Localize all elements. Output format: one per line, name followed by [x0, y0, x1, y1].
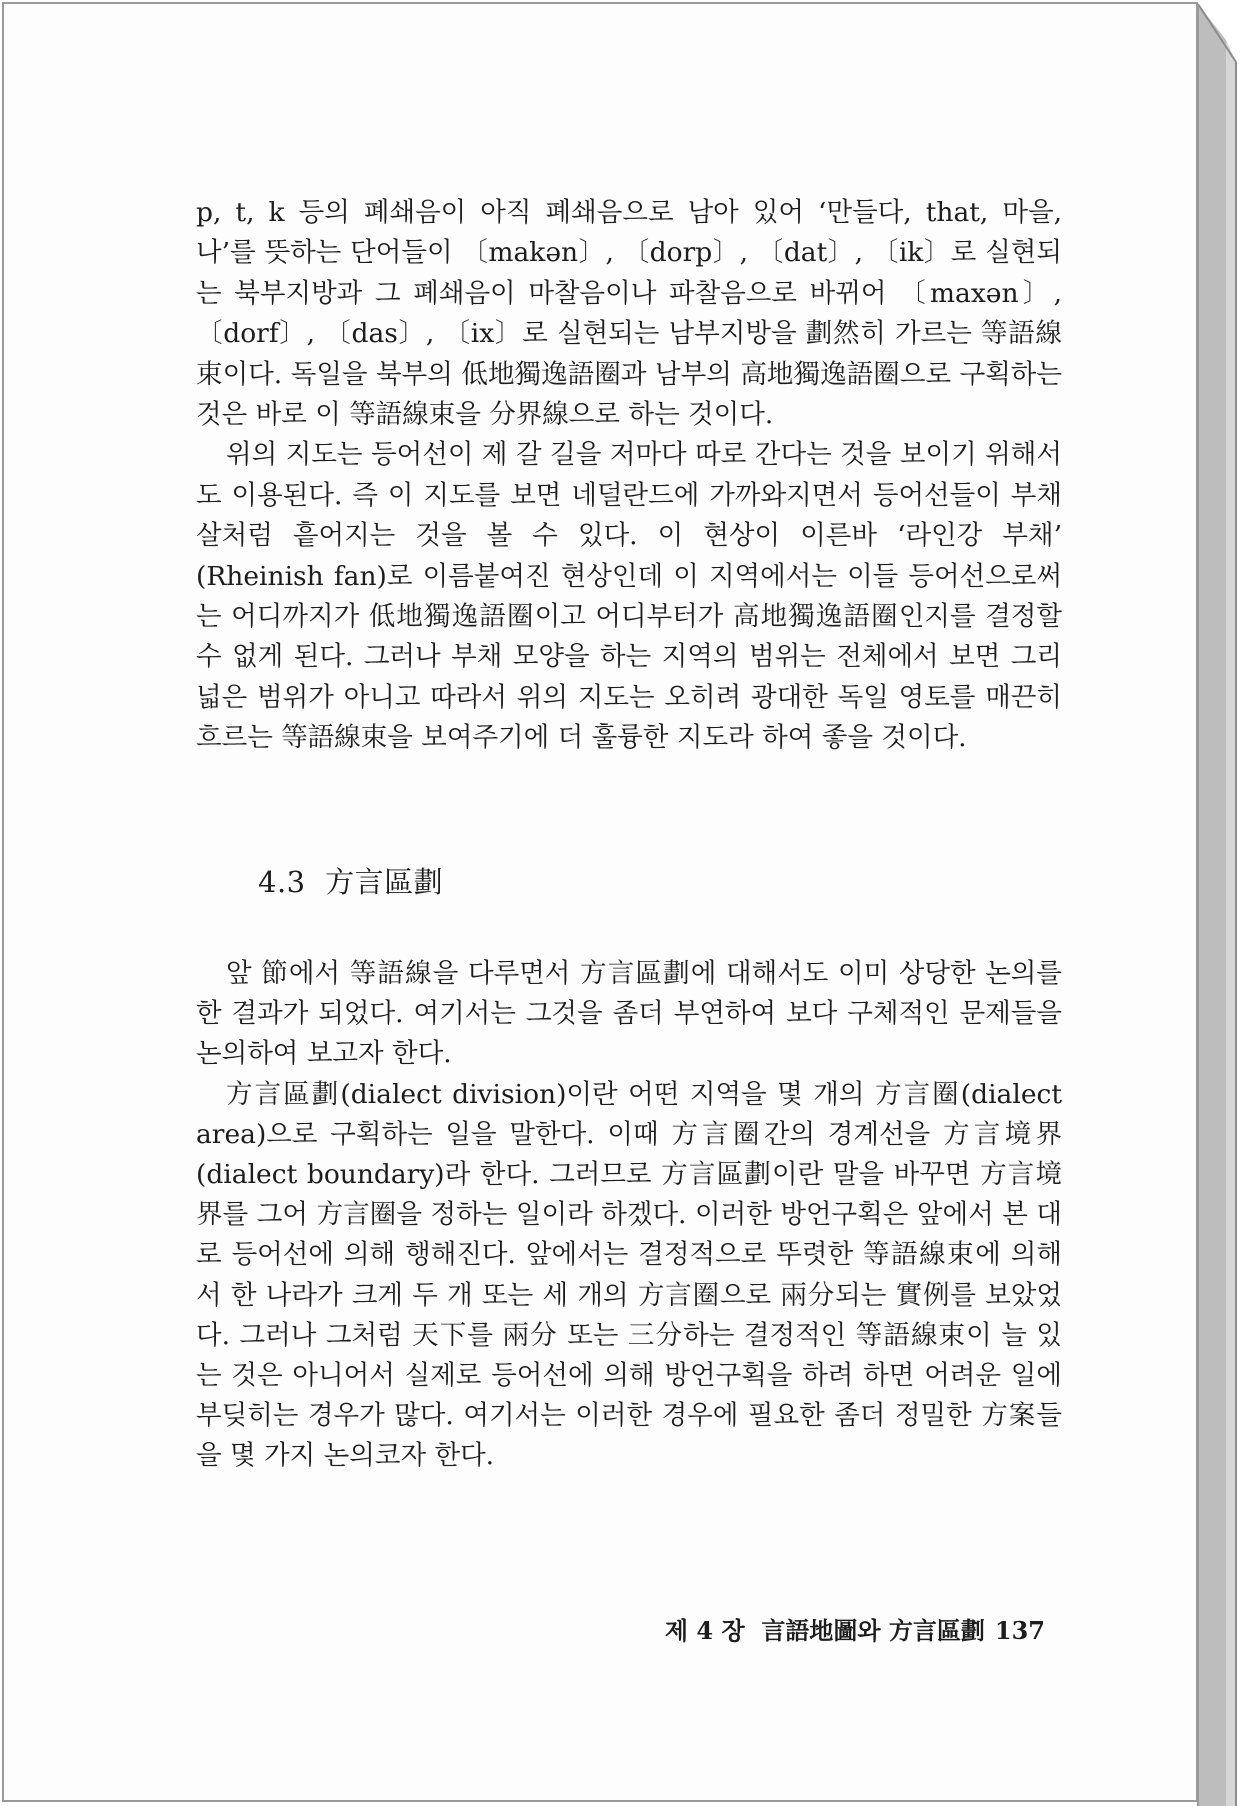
top-text-block [196, 193, 1062, 759]
paragraph-3: 앞 節에서 等語線을 다루면서 方言區劃에 대해서도 이미 상당한 논의를 한 결과가 되었다. 여기서는 그것을 좀더 부연하여 보다 구체적인 문제들을 논의하여 보고자 한다. [196, 958, 1062, 1070]
paragraph-2: 위의 지도는 등어선이 제 갈 길을 저마다 따로 간다는 것을 보이기 위해서도 이용된다. 즉 이 지도를 보면 네덜란드에 가까와지면서 등어선들이 부채살처럼 흩어지는 것을 볼 수 있다. 이 현상이 이른바 ‘라인강 부채’ (Rheinish fan)로 이름붙여진 현상인데 이 지역에서는 이들 등어선으로써는 어디까지가 低地獨逸語圈이고 어디부터가 高地獨逸語圈인지를 결정할 수 없게 된다. 그러나 부채 모양을 하는 지역의 범위는 전체에서 보면 그리 넓은 범위가 아니고 따라서 위의 지도는 오히려 광대한 독일 영토를 매끈히 흐르는 等語線束을 보여주기에 더 훌륭한 지도라 하여 좋을 것이다. [196, 439, 1062, 754]
section-number: 4.3 [258, 865, 306, 899]
paragraph-1: p, t, k 등의 폐쇄음이 아직 폐쇄음으로 남아 있어 ‘만들다, that, 마을, 나’를 뜻하는 단어들이 〔makən〕, 〔dorp〕, 〔dat〕, 〔ik〕로 실현되는 북부지방과 그 폐쇄음이 마찰음이나 파찰음으로 바뀌어 〔maxən〕, 〔dorf〕, 〔das〕, 〔ix〕로 실현되는 남부지방을 劃然히 가르는 等語線束이다. 독일을 북부의 低地獨逸語圈과 남부의 高地獨逸語圈으로 구획하는 것은 바로 이 等語線束을 分界線으로 하는 것이다. [196, 197, 1062, 431]
section-heading [258, 862, 443, 902]
section-text-block [196, 954, 1062, 1477]
running-footer [665, 1614, 1045, 1648]
page-number: 137 [994, 1616, 1045, 1645]
section-title: 方言區劃 [325, 865, 444, 899]
footer-chapter: 제 4 장 [664, 1616, 745, 1645]
footer-title: 言語地圖와 方言區劃 [761, 1616, 985, 1645]
paragraph-4: 方言區劃(dialect division)이란 어떤 지역을 몇 개의 方言圈(dialect area)으로 구획하는 일을 말한다. 이때 方言圈간의 경계선을 方言境界(dialect boundary)라 한다. 그러므로 方言區劃이란 말을 바꾸면 方言境界를 그어 方言圈을 정하는 일이라 하겠다. 이러한 방언구획은 앞에서 본 대로 등어선에 의해 행해진다. 앞에서는 결정적으로 뚜렷한 等語線束에 의해서 한 나라가 크게 두 개 또는 세 개의 方言圈으로 兩分되는 實例를 보았었다. 그러나 그처럼 天下를 兩分 또는 三分하는 결정적인 等語線束이 늘 있는 것은 아니어서 실제로 등어선에 의해 방언구획을 하려 하면 어려운 일에 부딪히는 경우가 많다. 여기서는 이러한 경우에 필요한 좀더 정밀한 方案들을 몇 가지 논의코자 한다. [196, 1078, 1062, 1472]
